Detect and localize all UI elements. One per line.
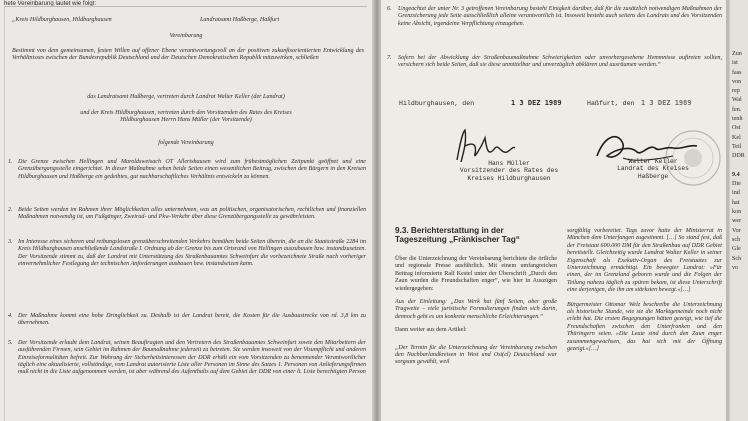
far-page-fragment-line: wer [732, 218, 742, 225]
date-stamp-right: 1 3 DEZ 1989 [641, 99, 692, 107]
column-right [567, 228, 722, 354]
subtitle: folgende Vereinbarung [158, 140, 214, 146]
far-page-fragment-line: Die [732, 181, 741, 188]
far-page-fragment-line: kon [732, 209, 742, 216]
left-page: hete Vereinbarung lautet wie folgt: „Kreis Hildburghausen, Hildburghausen Landratsamt Haßberge, Haßfurt Vereinbarung Bestimmt von dem gemeinsamen, festen Willen auf offener Ebene verantwortungsvoll an der positiven zukunftsorientierten Entwicklung des Verhältnisses zwischen der Bundesrepublik Deutschland und der Deutschen Demokratischen Republik mitzuwirken, schließen das Landratsamt Haßberge, vertreten durch Landrat Walter Keller (der Landrat) und der Kreis Hildburghausen, vertreten durch den Vorsitzenden des Rates des Kreises Hildburghausen Herrn Hans Müller (der Vorsitzende) folgende Vereinbarung 1. Die Grenze zwischen Hellingen und Maroldsweisach OT Allertshausen wird zum frühestmöglichen Zeitpunkt geöffnet und eine Grenzübergangsstelle eingerichtet. In dieser Maßnahme sehen beide Seiten einen wesentlichen Beitrag, zwischen den Bürgern in den Kreisen Hildburghausen und Haßberge ein gedeihtes, gut nachbarschaftliches Verhältnis entwickeln zu können. 2. Beide Seiten werden im Rahmen ihrer Möglichkeiten alles unternehmen, was an politischen, organisatorischen, rechtlichen und finanziellen Maßnahmen notwendig ist, um Fußgänger, Zweirad- und Pkw-Verkehr über diese Grenzübergangsstelle zu gewährleisten. 3. Im Interesse eines sicheren und reibungslosen grenzüberschreitenden Verkehrs bemühen beide Seiten überein, die an die Staatsstraße 2284 im Kreis Hildburghausen anschließende Landstraße I. Ordnung ab der Grenze bis zum Ortsrand von Hellingen auszubauen bzw. instandzusetzen. Der Vorsitzende stimmt zu, daß der Landrat mit Unterstützung des Straßenbauamtes Schweinfurt die vorbezeichnete Straße nach vorheriger einvernehmlicher Festlegung der technischen Anforderungen ausbauen bzw. instandsetzen kann. 4. Der Maßnahme kommt eine hohe Dringlichkeit zu. Deshalb ist der Landrat bereit, die Kosten für die Ausbaustrecke von rd. 3,8 km zu übernehmen. 5. Der Vorsitzende erlaubt dem Landrat, seinen Beauftragten und den Vertretern des Straßenbauamtes Schweinfurt sowie den Mitarbeitern der ausführenden Firmen, sein Gebiet im Rahmen der Baumaßnahme jederzeit zu betreten. Sie werden insoweit von der Visumpflicht und anderen Einreiseformalitäten befreit. Zur Wahrung der Sicherheitsinteressen der DDR erhält ein vom Vorsitzenden zu benennender Verantwortlicher täglich eine aktualisierte, vollständige, vom Landrat autorisierte Liste aller Personen im Sinne des Satzes 1. Personen von Anlieferungsfirmen muß nicht in die Liste aufgenommen werden, ist aber während des Aufenthalts auf dem Gebiet der DDR von einer lt. Liste berechtigten Person [0, 0, 372, 421]
far-page-fragment-line: vo [732, 264, 739, 271]
top-line: hete Vereinbarung lautet wie folgt: [4, 0, 97, 7]
right-page: 6. Ungeachtet der unter Nr. 3 getroffenen Vereinbarung besteht Einigkeit darüber, daß für die zusätzlich notwendigen Maßnahmen der Grenzsicherung jede Seite ausschließlich alleine verantwortlich ist. Insoweit besteht auch seitens des Landrats und des Vorsitzenden keine Absicht, irgendeine Verpflichtung einzugehen. 7. Sofern bei der Abwicklung der Straßenbaumaßnahme Schwierigkeiten oder unvorhergesehene Hemmnisse auftreten sollten, versichern sich beide Seiten, daß sie diese unmittelbar und unverzüglich abklären und ausräumen werden.“ Hildburghausen, den 1 3 DEZ 1989 Haßfurt, den 1 3 DEZ 1989 Hans Müller Vorsitzender des Rates des Kreises Hildburghausen Walter Keller Landrat des Kreises Haßberge 9.3. Berichterstattung in der Tageszeitung „Fränkischer Tag“ Über die Unterzeichnung der Vereinbarung berichtete die örtliche und regionale Presse ausführlich. Mit einem umfangreichen Beitrag informierte Ralf Kestel unter der Überschrift „Durch den Zaun wurden die Freundschaften enger“, wie hier in Auszügen wiedergegeben: Aus der Einleitung: „Das Werk hat fünf Seiten, aber große Tragweite – viele juristische Formulierungen finden sich darin, dennoch geht es um konkrete menschliche Erleichterungen.“ Dann weiter aus dem Artikel: „Der Termin für die Unterzeichnung der Vereinbarung zwischen den Nachbarlandkreisen in West und Ost(el) Deutschland war sorgsam gewählt, weil sorgfältig vorbereitet. Tags zuvor hatte der Ministerrat in München dem Unterfangen zugestimmt. […] So stand fest, daß der Freistaat 600.000 DM für den Straßenbau auf DDR Gebiet bereitstellt. Gleichzeitig wurde Landrat Walter Keller in seiner Eigenschaft als Exekutiv-Organ des Freistaates zur Unterzeichnung ermächtigt. Ein bewegter Landrat: »Für einen, der im Grenzland geboren wurde und die Folgen der Teilung nahezu täglich zu spüren bekam, ist diese Unterschrift eine derjenigen, die ihn am stärksten bewegt.«[…] Bürgermeister Ottomar Welz beschreibe die Unterzeichnung als historische Stunde, wie sie die Marktgemeinde noch nicht erlebt hat. Die ersten Begegnungen hätten gezeigt, wie tief die Freundschaften zwischen den Unterfranken und den Thüringern seien. »Die Leute sind durch den Zaun enger zusammengewachsen, das hat sich mit der Öffnung gezeigt.«[…] [381, 0, 726, 421]
col2-paragraph-2: Bürgermeister Ottomar Welz beschreibe die Unterzeichnung als historische Stunde, wie sie die Marktgemeinde noch nicht erlebt hat. Die ersten Begegnungen hätten gezeigt, wie tief die Freundschaften zwischen den Unterfranken und den Thüringern seien. »Die Leute sind durch den Zaun enger zusammengewachsen, das hat sich mit der Öffnung gezeigt.«[…] [567, 301, 722, 353]
place-left: Hildburghausen, den [399, 100, 475, 107]
far-page-fragment-line: hat [732, 199, 740, 206]
far-page-fragment-line: tenh [732, 116, 743, 123]
far-page-fragment-line: Ost [732, 125, 741, 132]
far-page-fragment-line: Teil [732, 143, 742, 150]
column-left [395, 256, 557, 367]
party-two: und der Kreis Hildburghausen, vertreten durch den Vorsitzenden des Rates des Kreises Hildburghausen Herrn Hans Müller (der Vorsitzende) [80, 110, 292, 124]
section-heading: 9.3. Berichterstattung in der Tageszeitung „Fränkischer Tag“ [395, 226, 520, 245]
col1-paragraph-4: „Der Termin für die Unterzeichnung der Vereinbarung zwischen den Nachbarlandkreisen in West und Ost(el) Deutschland war sorgsam gewählt, weil [395, 344, 557, 366]
far-page-fragment-line: ist [732, 60, 738, 67]
date-stamp-left: 1 3 DEZ 1989 [511, 99, 562, 107]
far-page-fragment-line: rep [732, 88, 740, 95]
signer-left: Hans Müller Vorsitzender des Rates des Kreises Hildburghausen [459, 160, 559, 182]
far-page-fragment-line: Sch [732, 255, 742, 262]
far-page-fragment-line [732, 162, 748, 171]
far-page-fragment-line: Zun [732, 51, 742, 57]
col1-paragraph-1: Über die Unterzeichnung der Vereinbarung berichtete die örtliche und regionale Presse ausführlich. Mit einem umfangreichen Beitrag informierte Ralf Kestel unter der Überschrift „Durch den Zaun wurden die Freundschaften enger“, wie hier in Auszügen wiedergegeben: [395, 256, 557, 292]
party-one: das Landratsamt Haßberge, vertreten durch Landrat Walter Keller (der Landrat) [87, 94, 285, 100]
far-page-lines [732, 50, 748, 273]
far-page-fragment-line: Wal [732, 97, 742, 104]
far-page-fragment-line: fen. [732, 106, 742, 113]
signer-right: Walter Keller Landrat des Kreises Haßberge [617, 158, 689, 180]
far-page-fragment-line: sch [732, 236, 741, 243]
far-page-fragment-line: fass [732, 69, 742, 76]
far-page-fragment [729, 0, 748, 421]
far-page-fragment-line: DDR [732, 153, 745, 160]
far-page-fragment-line: von [732, 78, 742, 85]
place-right: Haßfurt, den [587, 100, 635, 107]
far-page-fragment-line: Kel [732, 134, 741, 141]
col2-paragraph-1: sorgfältig vorbereitet. Tags zuvor hatte der Ministerrat in München dem Unterfangen zugestimmt. […] So stand fest, daß der Freistaat 600.000 DM für den Straßenbau auf DDR Gebiet bereitstellt. Gleichzeitig wurde Landrat Walter Keller in seiner Eigenschaft als Exekutiv-Organ des Freistaates zur Unterzeichnung ermächtigt. Ein bewegter Landrat: »Für einen, der im Grenzland geboren wurde und die Folgen der Teilung nahezu täglich zu spüren bekam, ist diese Unterschrift eine derjenigen, die ihn am stärksten bewegt.«[…] [567, 228, 722, 294]
far-page-fragment-line: Gle [732, 246, 741, 253]
header-left: „Kreis Hildburghausen, Hildburghausen [12, 17, 112, 23]
far-page-fragment-line: 9.4 [732, 171, 740, 178]
far-page-fragment-line: Vor [732, 227, 741, 234]
intro-paragraph: Bestimmt von dem gemeinsamen, festen Willen auf offener Ebene verantwortungsvoll an der positiven zukunftsorientierten Entwicklung des Verhältnisses zwischen der Bundesrepublik Deutschland und der Deutschen Demokratischen Republik mitzuwirken, schließen [12, 48, 364, 62]
col1-paragraph-2: Aus der Einleitung: „Das Werk hat fünf Seiten, aber große Tragweite – viele juristische Formulierungen finden sich darin, dennoch geht es um konkrete menschliche Erleichterungen.“ [395, 299, 557, 320]
book-gutter [372, 0, 381, 421]
col1-paragraph-3: Dann weiter aus dem Artikel: [395, 327, 467, 334]
document-title: Vereinbarung [169, 33, 203, 39]
far-page-fragment-line: ind [732, 190, 740, 197]
header-right: Landratsamt Haßberge, Haßfurt [200, 17, 280, 23]
